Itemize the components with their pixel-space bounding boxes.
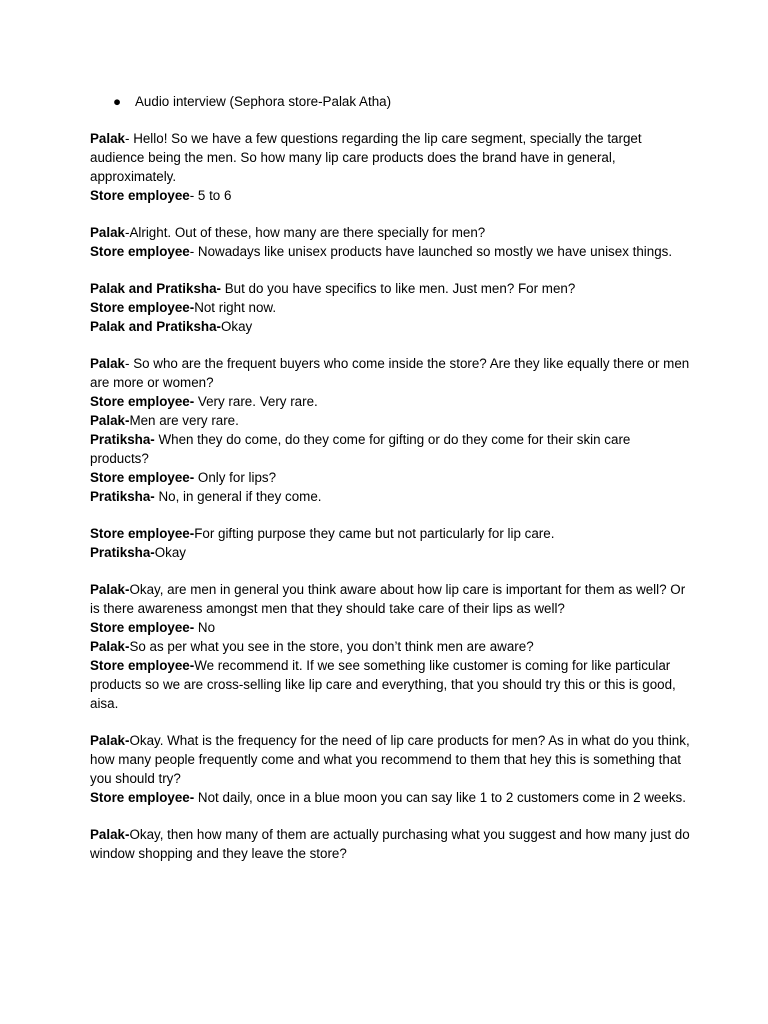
- dialogue-turn: [90, 656, 690, 713]
- speaker-name: Pratiksha-: [90, 489, 155, 504]
- dialogue-turn: [90, 618, 690, 637]
- utterance-text: Okay, are men in general you think aware about how lip care is important for them as well? Or is there awareness amongst men that they should take care of their lips as well?: [90, 582, 686, 616]
- utterance-text: Okay: [221, 319, 253, 334]
- speaker-name: Store employee-: [90, 526, 195, 541]
- speaker-name: Store employee-: [90, 620, 195, 635]
- utterance-text: Men are very rare.: [129, 413, 239, 428]
- utterance-text: No, in general if they come.: [158, 489, 322, 504]
- paragraph-gap: [90, 205, 690, 223]
- speaker-name: Pratiksha-: [90, 545, 155, 560]
- dialogue-turn: [90, 279, 690, 298]
- dialogue-turn: [90, 543, 690, 562]
- speaker-name: Store employee-: [90, 300, 195, 315]
- dialogue-turn: [90, 788, 690, 807]
- utterance-text: For gifting purpose they came but not particularly for lip care.: [194, 526, 555, 541]
- speaker-separator: -: [125, 131, 134, 146]
- bullet-icon: ●: [113, 94, 122, 109]
- utterance-text: But do you have specifics to like men. Just men? For men?: [224, 281, 576, 296]
- paragraph-gap: [90, 562, 690, 580]
- paragraph-gap: [90, 807, 690, 825]
- speaker-name: Palak: [90, 356, 125, 371]
- speaker-name: Palak: [90, 225, 125, 240]
- speaker-separator: -: [125, 356, 134, 371]
- utterance-text: Only for lips?: [197, 470, 277, 485]
- utterance-text: 5 to 6: [197, 188, 232, 203]
- speaker-name: Store employee: [90, 244, 190, 259]
- dialogue-turn: [90, 524, 690, 543]
- speaker-name: Store employee-: [90, 790, 195, 805]
- dialogue-turn: [90, 298, 690, 317]
- heading-line: [90, 92, 690, 111]
- utterance-text: Not daily, once in a blue moon you can say like 1 to 2 customers come in 2 weeks.: [197, 790, 686, 805]
- dialogue-turn: [90, 430, 690, 468]
- dialogue-turn: [90, 354, 690, 392]
- speaker-name: Palak-: [90, 733, 130, 748]
- speaker-name: Palak: [90, 131, 125, 146]
- heading-text: Audio interview (Sephora store-Palak Atha): [135, 94, 392, 109]
- utterance-text: So who are the frequent buyers who come inside the store? Are they like equally there or men are more or women?: [90, 356, 690, 390]
- speaker-separator: -: [189, 188, 198, 203]
- utterance-text: No: [197, 620, 216, 635]
- speaker-name: Palak and Pratiksha-: [90, 319, 221, 334]
- utterance-text: Hello! So we have a few questions regarding the lip care segment, specially the target audience being the men. So how many lip care products does the brand have in general, approximately.: [90, 131, 642, 184]
- paragraph-gap: [90, 336, 690, 354]
- dialogue-turn: [90, 487, 690, 506]
- document-page: [90, 92, 690, 863]
- speaker-name: Store employee: [90, 188, 190, 203]
- speaker-name: Palak-: [90, 582, 130, 597]
- speaker-name: Store employee-: [90, 394, 195, 409]
- dialogue-turn: [90, 468, 690, 487]
- dialogue-turn: [90, 580, 690, 618]
- utterance-text: When they do come, do they come for gifting or do they come for their skin care products?: [90, 432, 631, 466]
- dialogue-turn: [90, 825, 690, 863]
- speaker-name: Palak-: [90, 639, 130, 654]
- utterance-text: Not right now.: [194, 300, 277, 315]
- dialogue-turn: [90, 731, 690, 788]
- paragraph-gap: [90, 506, 690, 524]
- speaker-name: Pratiksha-: [90, 432, 155, 447]
- dialogue-turn: [90, 392, 690, 411]
- utterance-text: Nowadays like unisex products have launched so mostly we have unisex things.: [197, 244, 673, 259]
- paragraph-gap: [90, 713, 690, 731]
- utterance-text: Alright. Out of these, how many are there specially for men?: [129, 225, 486, 240]
- dialogue-turn: [90, 223, 690, 242]
- dialogue-turn: [90, 129, 690, 186]
- utterance-text: We recommend it. If we see something like customer is coming for like particular products so we are cross-selling like lip care and everything, that you should try this or this is good, aisa.: [90, 658, 676, 711]
- utterance-text: Okay. What is the frequency for the need of lip care products for men? As in what do you think, how many people frequently come and what you recommend to them that hey this is something that you should try?: [90, 733, 690, 786]
- utterance-text: Okay: [154, 545, 187, 560]
- transcript: [90, 129, 690, 863]
- dialogue-turn: [90, 242, 690, 261]
- speaker-name: Store employee-: [90, 658, 195, 673]
- speaker-name: Palak-: [90, 827, 130, 842]
- dialogue-turn: [90, 186, 690, 205]
- speaker-separator: -: [189, 244, 198, 259]
- speaker-name: Palak-: [90, 413, 130, 428]
- dialogue-turn: [90, 411, 690, 430]
- speaker-name: Palak and Pratiksha-: [90, 281, 221, 296]
- utterance-text: Okay, then how many of them are actually purchasing what you suggest and how many just do window shopping and they leave the store?: [90, 827, 690, 861]
- speaker-name: Store employee-: [90, 470, 195, 485]
- dialogue-turn: [90, 637, 690, 656]
- dialogue-turn: [90, 317, 690, 336]
- paragraph-gap: [90, 261, 690, 279]
- speaker-separator: -: [125, 225, 130, 240]
- utterance-text: Very rare. Very rare.: [197, 394, 318, 409]
- utterance-text: So as per what you see in the store, you don’t think men are aware?: [129, 639, 534, 654]
